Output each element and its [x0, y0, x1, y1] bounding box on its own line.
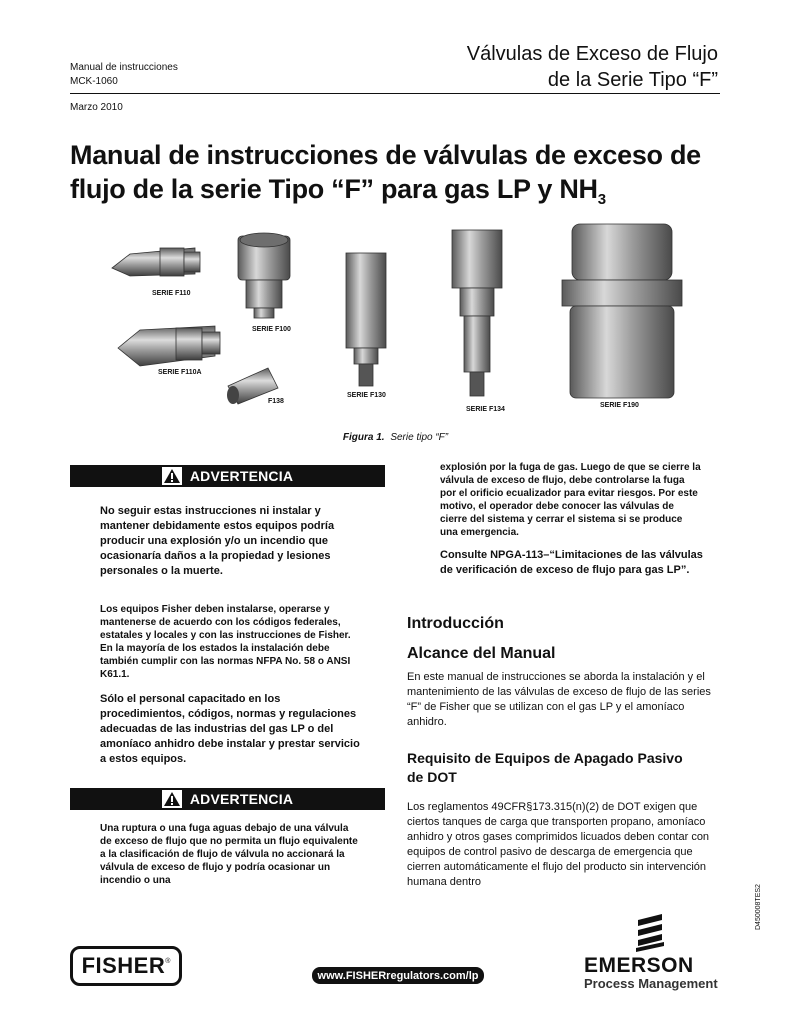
label-f110: SERIE F110: [152, 290, 191, 297]
label-f130: SERIE F130: [347, 392, 386, 399]
figure-caption-text: Serie tipo “F”: [390, 432, 449, 443]
emerson-subtitle: Process Management: [584, 976, 718, 991]
warning1-paragraph-2: Los equipos Fisher deben instalarse, operarse y mantenerse de acuerdo con los códigos federales, estatales y locales y con las instrucciones de Fisher. En la mayoría de los estados la instalación debe también cumplir con las normas NFPA No. 58 o ANSI K61.1.: [100, 604, 351, 680]
label-f134: SERIE F134: [466, 406, 505, 413]
requirement-paragraph: Los reglamentos 49CFR§173.315(n)(2) de DOT exigen que ciertos tanques de carga que transporten propano, amoníaco anhidro y otros gases comprimidos licuados deben contar con equipos de control pasivo de descarga de emergencia que cierren automáticamente el flujo del producto sin intervención humana dentro: [407, 801, 710, 888]
warning-triangle-icon: [162, 790, 182, 808]
doc-type: Manual de instrucciones: [70, 62, 178, 73]
warning1-paragraph-3: Sólo el personal capacitado en los procedimientos, códigos, normas y regulaciones adecuadas de las industrias del gas LP o del amoníaco anhidro debe instalar y prestar servicio a estos equipos.: [100, 693, 360, 765]
label-f138: F138: [268, 398, 284, 405]
header-title-line1: Válvulas de Exceso de Flujo: [466, 43, 718, 65]
warning-label-2: ADVERTENCIA: [189, 791, 294, 807]
fisher-logo: [70, 946, 182, 986]
warning-triangle-icon: [162, 467, 182, 485]
valve-f110: [112, 248, 200, 276]
product-figure: [100, 218, 740, 423]
valve-f134: [452, 230, 502, 396]
heading-alcance: Alcance del Manual: [407, 645, 556, 662]
heading-requisito: Requisito de Equipos de Apagado Pasivo de DOT: [407, 750, 683, 785]
consult-paragraph: Consulte NPGA-113–“Limitaciones de las válvulas de verificación de exceso de flujo para gas LP”.: [440, 549, 703, 576]
valve-f110a: [118, 326, 220, 366]
label-f190: SERIE F190: [600, 402, 639, 409]
website-url[interactable]: www.FISHERregulators.com/lp: [312, 967, 484, 984]
main-title-line2-text: flujo de la serie Tipo “F” para gas LP y NH: [70, 174, 598, 204]
warning-label-1: ADVERTENCIA: [189, 468, 294, 484]
label-f110a: SERIE F110A: [158, 369, 202, 376]
figure-caption: [0, 432, 791, 443]
header-title-line2: de la Serie Tipo “F”: [547, 69, 718, 91]
main-title-line1: Manual de instrucciones de válvulas de exceso de: [70, 140, 701, 170]
heading-introduccion: Introducción: [407, 615, 504, 632]
doc-date: Marzo 2010: [70, 102, 123, 113]
emerson-logo-icon: [632, 912, 668, 952]
warning2-continuation: explosión por la fuga de gas. Luego de que se cierre la válvula de exceso de flujo, debe controlarse la fuga por el orificio ecualizador para evitar riesgos. Por este motivo, el operador debe conocer las válvulas de cierre del sistema y cerrar el sistema si se produce una emergencia.: [440, 462, 701, 538]
registered-mark: ®: [165, 957, 171, 965]
figure-caption-label: Figura 1.: [342, 432, 385, 443]
fisher-logo-text: FISHER: [81, 953, 166, 978]
warning-banner-2: [70, 788, 385, 810]
main-title-line2: [70, 172, 730, 217]
warning1-paragraph-1: No seguir estas instrucciones ni instalar y mantener debidamente estos equipos podría producir una explosión y/o un incendio que ocasionaría daños a la propiedad y lesiones personales o la muerte.: [100, 505, 335, 577]
scope-paragraph: En este manual de instrucciones se aborda la instalación y el mantenimiento de las válvulas de exceso de flujo de las series “F” de Fisher que se utilizan con el gas LP y el amoníaco anhidro.: [407, 671, 711, 728]
valve-f100: [238, 233, 290, 318]
valve-f190: [562, 224, 682, 398]
warning-banner-1: [70, 465, 385, 487]
valve-f130: [346, 253, 386, 386]
doc-code: MCK-1060: [70, 76, 118, 87]
warning2-paragraph-1: Una ruptura o una fuga aguas debajo de una válvula de exceso de flujo que no permita un flujo equivalente a la clasificación de flujo de válvula no accionará la válvula de exceso de flujo y podría ocasionar un incendio o una: [100, 823, 358, 886]
emerson-wordmark: EMERSON: [584, 954, 694, 977]
header-rule: [70, 93, 720, 94]
label-f100: SERIE F100: [252, 326, 291, 333]
side-document-code: D450008TES2: [755, 884, 762, 930]
main-title-subscript: 3: [597, 191, 606, 208]
